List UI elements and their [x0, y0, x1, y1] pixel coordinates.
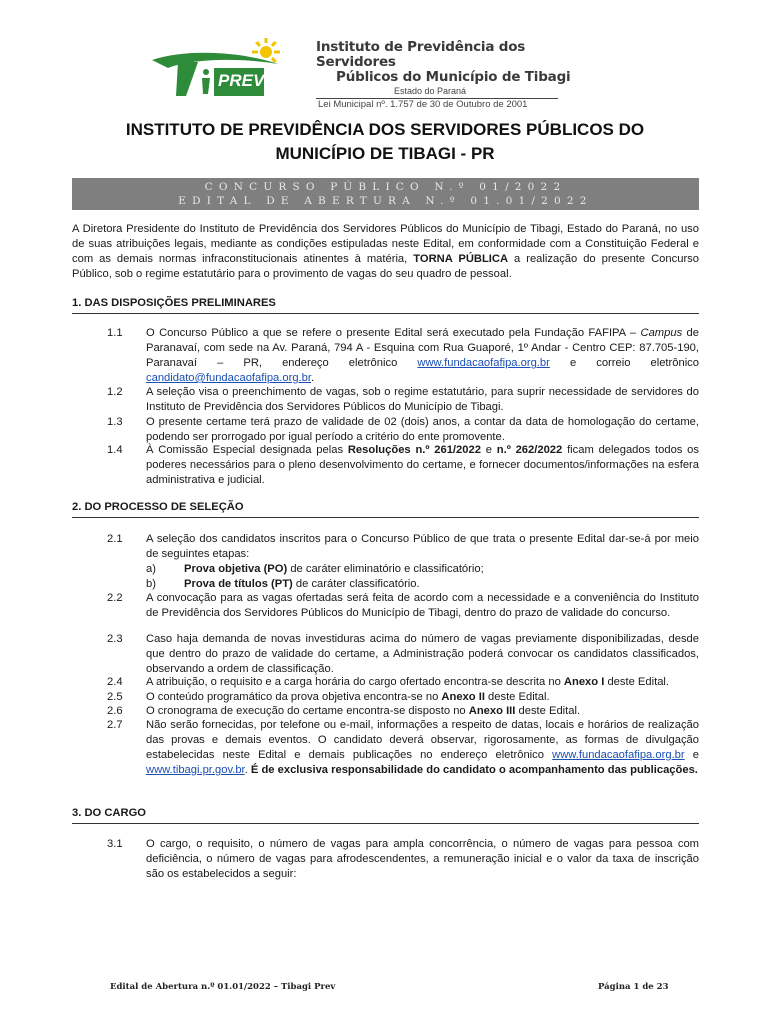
sub-letter: a)	[146, 563, 156, 575]
sub-text: de caráter eliminatório e classificatório;	[290, 563, 484, 575]
clause-text: e correio eletrônico	[569, 357, 700, 369]
estado-label: Estado do Paraná	[394, 86, 467, 96]
clause-1-2	[72, 385, 699, 415]
clause-text: deste Edital.	[518, 705, 581, 717]
header-logo-block	[148, 38, 578, 110]
institute-name-line2: Públicos do Município de Tibagi	[336, 69, 571, 85]
lei-municipal-label: Lei Municipal nº. 1.757 de 30 de Outubro de 2001	[316, 98, 558, 110]
concurso-banner	[72, 178, 699, 210]
clause-2-7	[72, 718, 699, 778]
clause-text: O cargo, o requisito, o número de vagas para ampla concorrência, o número de vagas para pessoa com deficiência, o número de vagas para afrodescendentes, a remuneração inicial e o valor da taxa de inscrição são os estabelecidos a seguir:	[146, 838, 699, 880]
clause-bold: Anexo II	[441, 691, 485, 703]
footer-edital-label: Edital de Abertura n.º 01.01/2022 – Tibagi Prev	[110, 982, 336, 992]
clause-2-1	[72, 532, 699, 592]
intro-text: A Diretora Presidente do Instituto de Previdência dos Servidores Públicos do Município de Tibagi, Estado do Paraná, no uso de suas atribuições legais, mediante as condições estipuladas neste Edital, em conformidade com a Constituição Federal e com as demais normas infraconstitucionais atinentes à matéria,	[72, 223, 699, 265]
clause-1-3	[72, 415, 699, 445]
clause-1-1	[72, 326, 699, 386]
clause-bold: Anexo I	[563, 676, 605, 688]
clause-bold: Anexo III	[468, 705, 516, 717]
clause-text: de Paranavaí, com sede na Av. Paraná, 794 A - Esquina com Rua Guaporé, 1º Andar - Centro CEP: 87.705-190, Paranavaí – PR, endereço eletrônico	[146, 327, 699, 369]
sub-item-b	[146, 577, 699, 592]
clause-2-5	[72, 690, 699, 705]
clause-text: À Comissão Especial designada pelas	[146, 444, 344, 456]
clause-text: O conteúdo programático da prova objetiva encontra-se no	[146, 691, 439, 703]
footer-page-number: Página 1 de 23	[598, 982, 669, 992]
sub-text: de caráter classificatório.	[295, 578, 420, 590]
clause-text: e	[485, 444, 492, 456]
section-2-heading: 2. DO PROCESSO DE SELEÇÃO	[72, 500, 699, 518]
sub-letter: b)	[146, 578, 156, 590]
clause-text: .	[244, 764, 248, 776]
clause-number: 1.3	[107, 416, 123, 428]
clause-bold: Resoluções n.º 261/2022	[347, 444, 481, 456]
banner-concurso-number: CONCURSO PÚBLICO N.º 01/2022	[204, 181, 567, 193]
clause-number: 2.2	[107, 592, 123, 604]
clause-number: 2.4	[107, 676, 123, 688]
title-line2: MUNICÍPIO DE TIBAGI - PR	[275, 144, 495, 163]
institute-name-line1: Instituto de Previdência dos Servidores	[316, 39, 526, 70]
clause-2-3	[72, 632, 699, 677]
clause-text: O Concurso Público a que se refere o presente Edital será executado pela Fundação FAFIPA –	[146, 327, 637, 339]
clause-text: ficam delegados todos os poderes necessários para o pleno desenvolvimento do certame, e fornecer documentos/informações na esfera administrativa e judicial.	[146, 444, 699, 486]
clause-text: deste Edital.	[488, 691, 550, 703]
clause-number: 1.1	[107, 327, 123, 339]
intro-text-end: a realização do presente Concurso Público, sob o regime estatutário para o provimento de vagas do seu quadro de pessoal.	[72, 253, 699, 280]
clause-text: A atribuição, o requisito e a carga horária do cargo ofertado encontra-se descrita no	[146, 676, 561, 688]
clause-number: 2.7	[107, 719, 123, 731]
section-3-heading: 3. DO CARGO	[72, 806, 699, 824]
document-title	[60, 118, 710, 166]
clause-number: 2.1	[107, 533, 123, 545]
title-line1: INSTITUTO DE PREVIDÊNCIA DOS SERVIDORES PÚBLICOS DO	[125, 120, 645, 139]
clause-3-1	[72, 837, 699, 882]
clause-number: 2.5	[107, 691, 123, 703]
clause-text: O presente certame terá prazo de validade de 02 (dois) anos, a contar da data de homologação do certame, podendo ser prorrogado por igual período a critério do ente promovente.	[146, 416, 699, 443]
clause-italic: Campus	[640, 327, 683, 339]
logo-prev-text: PREV	[218, 71, 265, 90]
candidato-email-link[interactable]: candidato@fundacaofafipa.org.br	[146, 372, 311, 384]
sub-bold: Prova de títulos (PT)	[184, 578, 293, 590]
clause-bold: É de exclusiva responsabilidade do candidato o acompanhamento das publicações.	[250, 764, 698, 776]
clause-2-6	[72, 704, 699, 719]
intro-paragraph	[72, 222, 699, 282]
sub-item-a	[146, 562, 699, 577]
clause-2-2	[72, 591, 699, 621]
clause-text: Caso haja demanda de novas investiduras acima do número de vagas previamente disponibilizadas, desde que dentro do prazo de validade do certame, a Administração poderá convocar os candidatos classificados, observando a ordem de classificação.	[146, 633, 699, 675]
sub-bold: Prova objetiva (PO)	[184, 563, 288, 575]
clause-1-4	[72, 443, 699, 488]
institute-heading	[316, 40, 576, 110]
clause-text: A seleção dos candidatos inscritos para o Concurso Público de que trata o presente Edital dar-se-á por meio de seguintes etapas:	[146, 533, 699, 560]
clause-text: A seleção visa o preenchimento de vagas, sob o regime estatutário, para suprir necessidade de servidores do Instituto de Previdência dos Servidores Públicos do Município de Tibagi.	[146, 386, 699, 413]
banner-edital-number: EDITAL DE ABERTURA N.º 01.01/2022	[178, 195, 593, 207]
clause-2-4	[72, 675, 699, 690]
fafipa-website-link[interactable]: www.fundacaofafipa.org.br	[552, 749, 685, 761]
section-1-heading: 1. DAS DISPOSIÇÕES PRELIMINARES	[72, 296, 699, 314]
clause-text: .	[311, 372, 315, 384]
intro-bold: TORNA PÚBLICA	[413, 253, 509, 265]
clause-text: A convocação para as vagas ofertadas será feita de acordo com a necessidade e a conveniência do Instituto de Previdência dos Servidores Públicos do Município de Tibagi, dentro do prazo de validade do concurso.	[146, 592, 699, 619]
clause-bold: n.º 262/2022	[496, 444, 563, 456]
clause-number: 2.3	[107, 633, 123, 645]
clause-text: Não serão fornecidas, por telefone ou e-mail, informações a respeito de datas, locais e horários de realização das provas e demais eventos. O candidato deverá observar, rigorosamente, as formas de divulgação estabelecidas neste Edital e demais publicações no endereço eletrônico	[146, 719, 699, 761]
clause-number: 2.6	[107, 705, 123, 717]
clause-number: 1.4	[107, 444, 123, 456]
clause-text: e	[692, 749, 699, 761]
clause-text: deste Edital.	[607, 676, 670, 688]
tibagi-website-link[interactable]: www.tibagi.pr.gov.br	[146, 764, 245, 776]
clause-number: 1.2	[107, 386, 123, 398]
clause-text: O cronograma de execução do certame encontra-se disposto no	[146, 705, 466, 717]
fafipa-website-link[interactable]: www.fundacaofafipa.org.br	[417, 357, 550, 369]
clause-number: 3.1	[107, 838, 123, 850]
